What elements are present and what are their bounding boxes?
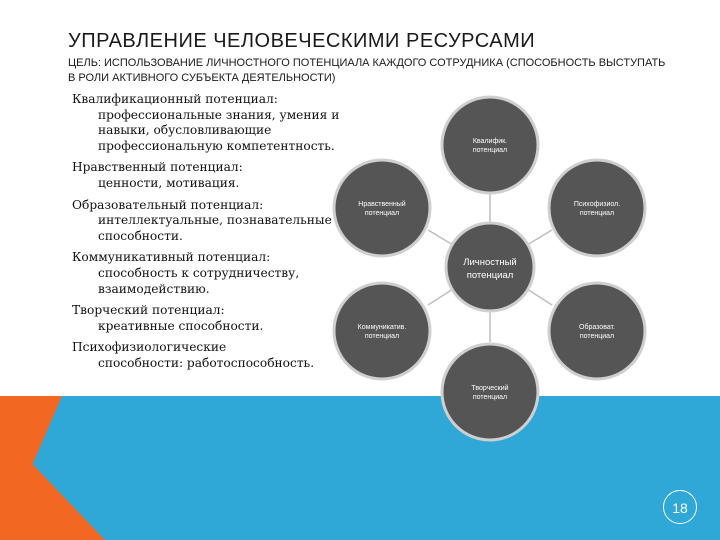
potential-desc: креативные способности. (98, 318, 264, 333)
node-moral-line1: Нравственный (358, 201, 406, 208)
node-psychophysiological (549, 160, 645, 256)
node-moral (334, 160, 430, 256)
node-educational-line1: Образоват. (579, 324, 615, 331)
node-center-line1: Личностный (463, 257, 517, 268)
potential-desc: профессиональные знания, умения и навыки, обусловливающие профессиональную компетентность. (98, 107, 340, 153)
potential-desc: ценности, мотивация. (98, 175, 240, 190)
node-moral-line2: потенциал (364, 210, 400, 217)
node-creative-line2: потенциал (472, 394, 508, 401)
potential-title: Образовательный потенциал: (72, 197, 264, 212)
node-communicative-line1: Коммуникатив. (357, 324, 407, 331)
connector-top-right (527, 230, 552, 245)
node-psychophysiological-line2: потенциал (579, 210, 615, 217)
potential-title: Творческий потенциал: (72, 303, 225, 318)
potential-desc: интеллектуальные, познавательные способности. (98, 213, 332, 243)
node-qualification-line1: Квалифик. (472, 138, 508, 145)
node-educational (549, 283, 645, 379)
node-center-line2: потенциал (466, 270, 514, 281)
potential-title: Нравственный потенциал: (72, 160, 243, 175)
node-qualification-line2: потенциал (472, 147, 508, 154)
node-communicative-line2: потенциал (364, 333, 400, 340)
slide-title: УПРАВЛЕНИЕ ЧЕЛОВЕЧЕСКИМИ РЕСУРСАМИ (68, 30, 536, 52)
node-creative (442, 344, 538, 440)
node-creative-line1: Творческий (471, 385, 509, 392)
node-communicative (334, 283, 430, 379)
node-center (446, 223, 534, 311)
node-educational-line2: потенциал (579, 333, 615, 340)
potential-desc: способность к сотрудничеству, взаимодействию. (98, 265, 300, 296)
node-psychophysiological-line1: Психофизиол. (573, 201, 621, 208)
connector-bottom-left (428, 289, 453, 305)
slide-subtitle: ЦЕЛЬ: ИСПОЛЬЗОВАНИЕ ЛИЧНОСТНОГО ПОТЕНЦИАЛА КАЖДОГО СОТРУДНИКА (СПОСОБНОСТЬ ВЫСТУПАТЬ В РОЛИ АКТИВНОГО СУБЪЕКТА ДЕЯТЕЛЬНОСТИ) (68, 57, 666, 84)
node-qualification (442, 97, 538, 193)
page-number: 18 (663, 490, 697, 524)
potential-title: Коммуникативный потенциал: (72, 250, 271, 265)
connector-bottom-right (527, 289, 552, 305)
connector-top-left (428, 230, 453, 245)
potential-title: Психофизиологические (72, 340, 227, 355)
potential-desc: способности: работоспособность. (98, 355, 315, 370)
potential-title: Квалификационный потенциал: (72, 92, 278, 106)
